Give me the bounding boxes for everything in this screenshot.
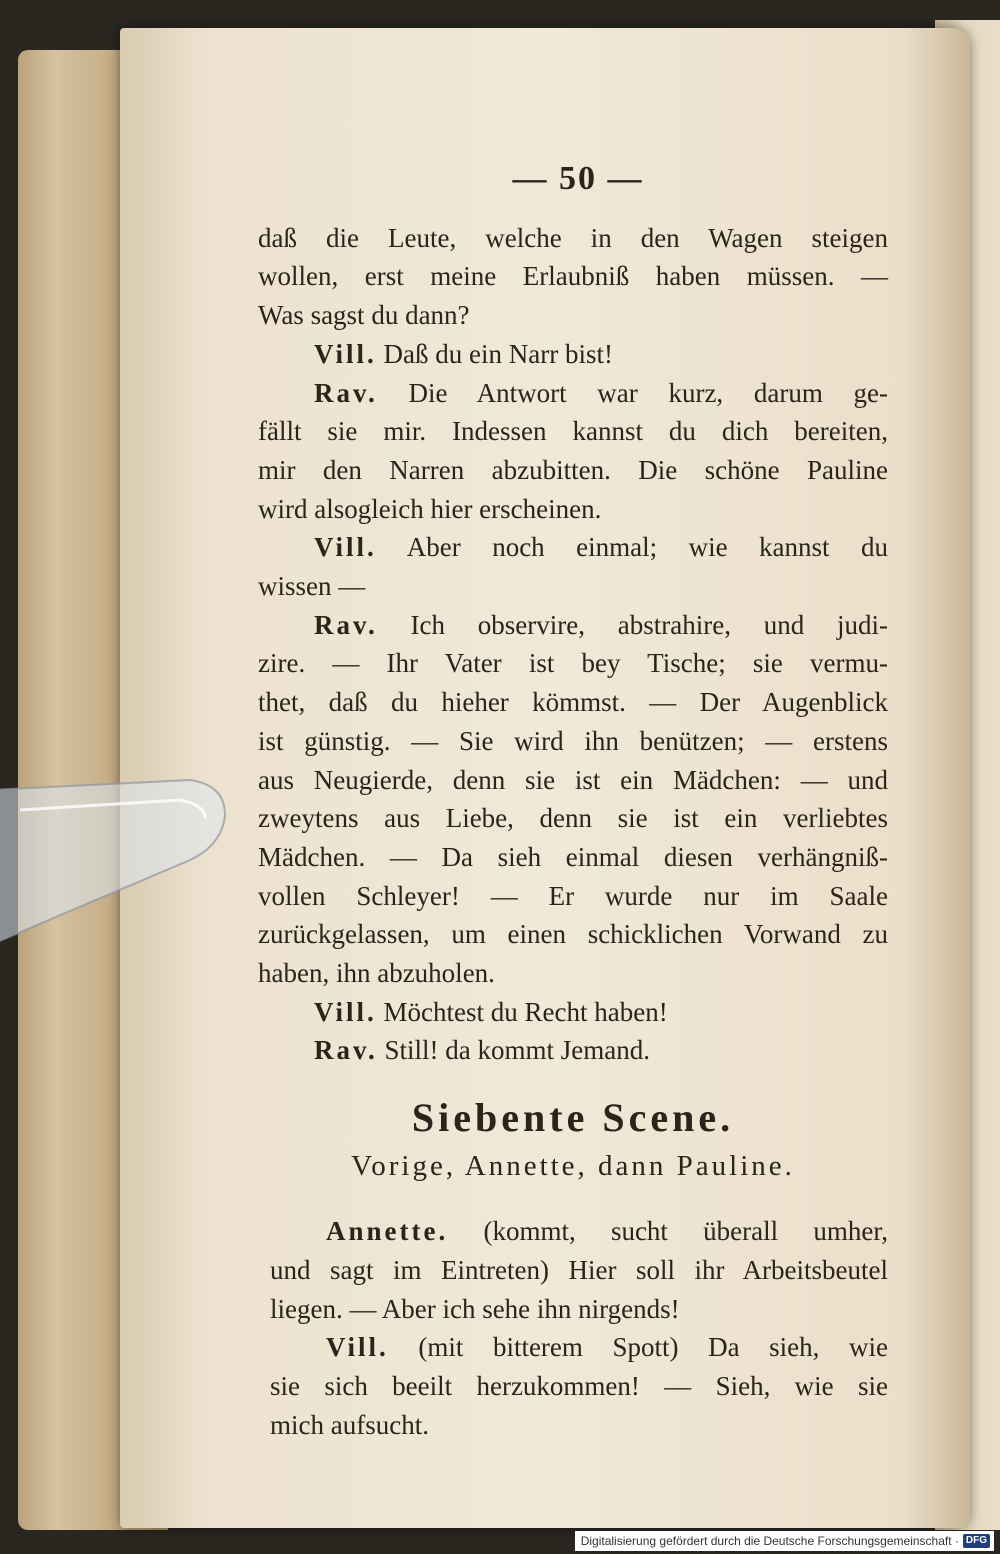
speaker-name: Annette.	[326, 1216, 449, 1247]
speech-text: Ich observire, abstrahire, und judi-	[410, 609, 889, 640]
dialogue-speech	[258, 1031, 888, 1070]
text-line: und sagt im Eintreten) Hier soll ihr Arbeitsbeutel	[270, 1254, 888, 1285]
scene-heading: Siebente Scene.	[411, 1095, 735, 1141]
text-line	[270, 1328, 888, 1367]
text-line: haben, ihn abzuholen.	[258, 958, 495, 989]
speaker-name: Rav.	[314, 1035, 378, 1066]
page-number: — 50 —	[512, 160, 644, 197]
page-text	[258, 160, 888, 1444]
text-line	[258, 374, 888, 413]
text-line: zire. — Ihr Vater ist bey Tische; sie vermu-	[258, 648, 888, 679]
dialogue-speech	[270, 1212, 888, 1328]
text-line	[258, 1031, 888, 1070]
speaker-name: Rav.	[314, 377, 378, 408]
dfg-logo: DFG	[963, 1534, 990, 1548]
text-line: aus Neugierde, denn sie ist ein Mädchen: — und	[258, 764, 888, 795]
speech-text: Aber noch einmal; wie kannst du	[406, 532, 888, 563]
text-line: Was sagst du dann?	[258, 300, 470, 331]
speech-text: (kommt, sucht überall umher,	[483, 1216, 888, 1247]
text-line: wissen —	[258, 571, 366, 602]
text-line: thet, daß du hieher kömmst. — Der Augenblick	[258, 687, 888, 718]
speaker-name: Vill.	[314, 338, 377, 369]
dialogue-speech	[258, 374, 888, 529]
speaker-name: Vill.	[314, 996, 377, 1027]
text-line: fällt sie mir. Indessen kannst du dich bereiten,	[258, 416, 888, 447]
speech-text: (mit bitterem Spott) Da sieh, wie	[418, 1332, 888, 1363]
speech-text: Still! da kommt Jemand.	[384, 1035, 650, 1066]
dialogue-speech	[258, 335, 888, 374]
text-line	[258, 528, 888, 567]
dialogue-speech	[258, 528, 888, 605]
speech-text: Möchtest du Recht haben!	[383, 996, 668, 1027]
dialogue-speech	[258, 993, 888, 1032]
speaker-name: Vill.	[314, 532, 377, 563]
speaker-name: Vill.	[326, 1332, 389, 1363]
text-line: mich aufsucht.	[270, 1409, 429, 1440]
text-line: zurückgelassen, um einen schicklichen Vorwand zu	[258, 919, 888, 950]
text-line: sie sich beeilt herzukommen! — Sieh, wie sie	[270, 1370, 888, 1401]
passage-continuation	[258, 219, 888, 335]
text-line: vollen Schleyer! — Er wurde nur im Saale	[258, 880, 888, 911]
speech-text: Die Antwort war kurz, darum ge-	[408, 377, 889, 408]
text-line: wird alsogleich hier erscheinen.	[258, 493, 602, 524]
text-line	[258, 993, 888, 1032]
dialogue-speech	[258, 606, 888, 993]
text-line: Mädchen. — Da sieh einmal diesen verhängniß-	[258, 841, 888, 872]
speech-text: Daß du ein Narr bist!	[383, 338, 613, 369]
digitization-footer	[575, 1531, 994, 1551]
text-line: mir den Narren abzubitten. Die schöne Pauline	[258, 454, 888, 485]
text-line: liegen. — Aber ich sehe ihn nirgends!	[270, 1293, 680, 1324]
text-line: daß die Leute, welche in den Wagen steigen	[258, 222, 888, 253]
dialogue-speech	[270, 1328, 888, 1444]
text-line	[270, 1212, 888, 1251]
text-line: ist günstig. — Sie wird ihn benützen; — erstens	[258, 725, 888, 756]
text-line: wollen, erst meine Erlaubniß haben müssen. —	[258, 261, 888, 292]
scene-characters: Vorige, Annette, dann Pauline.	[351, 1150, 795, 1183]
text-line: zweytens aus Liebe, denn sie ist ein verliebtes	[258, 803, 888, 834]
text-line	[258, 335, 888, 374]
footer-text: Digitalisierung gefördert durch die Deutsche Forschungsgemeinschaft ·	[580, 1534, 959, 1548]
speaker-name: Rav.	[314, 609, 378, 640]
text-line	[258, 606, 888, 645]
